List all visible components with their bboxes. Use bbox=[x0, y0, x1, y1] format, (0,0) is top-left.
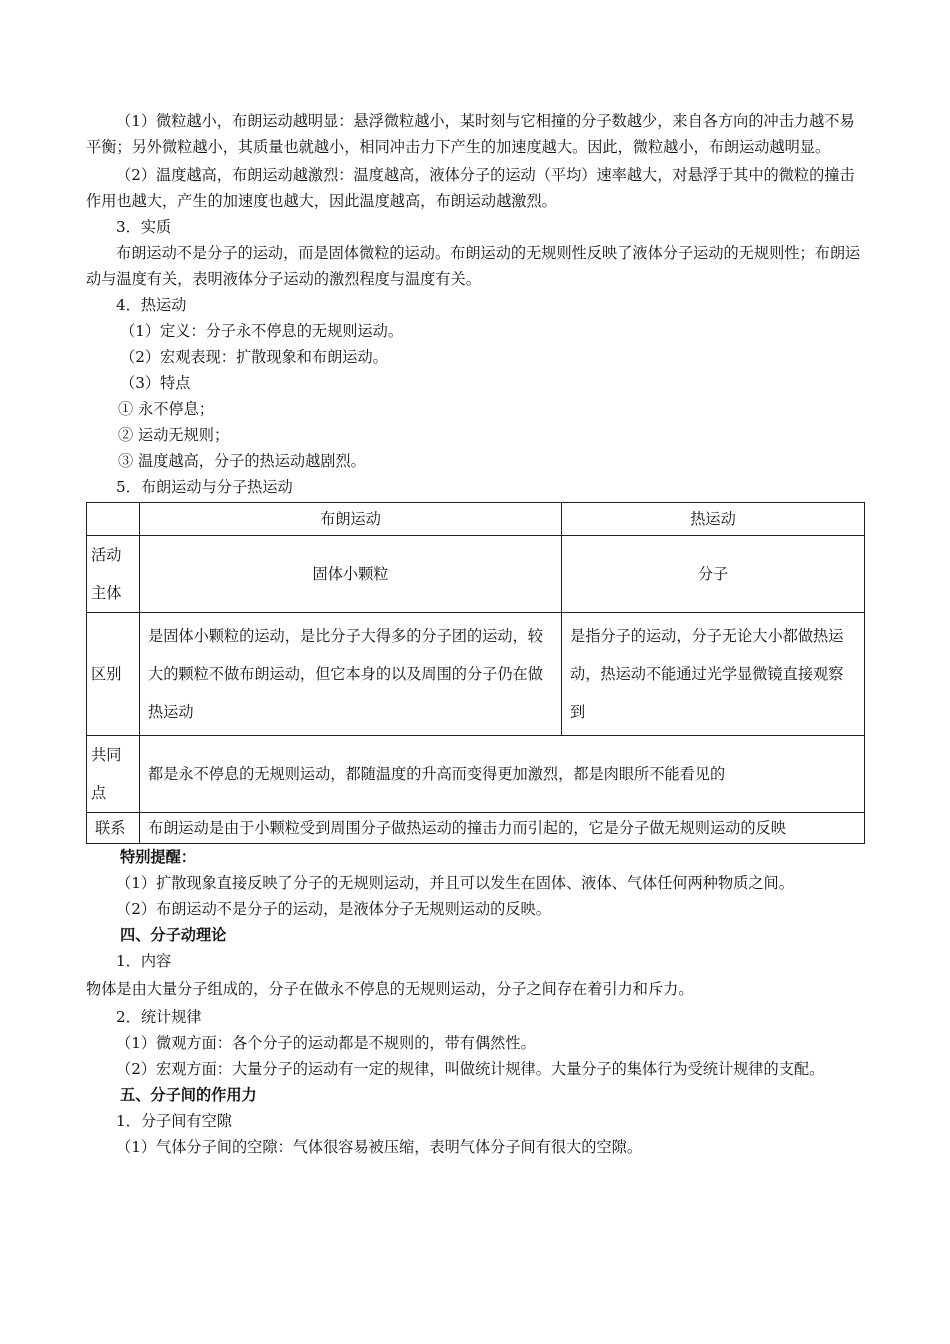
cell-thermal-subject: 分子 bbox=[562, 536, 865, 613]
section-title-intermolecular-force: 五、分子间的作用力 bbox=[120, 1086, 257, 1104]
table-row bbox=[87, 536, 865, 613]
heading-thermal-motion: 4．热运动 bbox=[116, 296, 187, 314]
paragraph-temperature: （2）温度越高，布朗运动越激烈：温度越高，液体分子的运动（平均）速率越大，对悬浮于其中的微粒的撞击作用也越大，产生的加速度也越大，因此温度越高，布朗运动越激烈。 bbox=[86, 166, 855, 210]
cell-brownian-subject: 固体小颗粒 bbox=[140, 536, 562, 613]
paragraph-essence: 布朗运动不是分子的运动，而是固体微粒的运动。布朗运动的无规则性反映了液体分子运动的无规则性；布朗运动与温度有关，表明液体分子运动的激烈程度与温度有关。 bbox=[86, 244, 861, 288]
table-header-brownian: 布朗运动 bbox=[140, 503, 562, 536]
cell-thermal-difference: 是指分子的运动，分子无论大小都做热运动，热运动不能通过光学显微镜直接观察到 bbox=[562, 613, 865, 736]
paragraph-particle-size: （1）微粒越小，布朗运动越明显：悬浮微粒越小，某时刻与它相撞的分子数越少，来自各方向的冲击力越不易平衡；另外微粒越小，其质量也就越小，相同冲击力下产生的加速度越大。因此，微粒越小，布朗运动越明显。 bbox=[86, 112, 855, 156]
cell-brownian-difference: 是固体小颗粒的运动，是比分子大得多的分子团的运动，较大的颗粒不做布朗运动，但它本身的以及周围的分子仍在做热运动 bbox=[140, 613, 562, 736]
paragraph-macro-performance: （2）宏观表现：扩散现象和布朗运动。 bbox=[120, 348, 388, 366]
cell-relation: 布朗运动是由于小颗粒受到周围分子做热运动的撞击力而引起的，它是分子做无规则运动的反映 bbox=[140, 813, 865, 844]
heading-content: 1．内容 bbox=[116, 952, 172, 970]
paragraph-macro: （2）宏观方面：大量分子的运动有一定的规律，叫做统计规律。大量分子的集体行为受统计规律的支配。 bbox=[116, 1060, 825, 1078]
paragraph-gas-gap: （1）气体分子间的空隙：气体很容易被压缩，表明气体分子间有很大的空隙。 bbox=[116, 1138, 643, 1156]
notice-item-2: （2）布朗运动不是分子的运动，是液体分子无规则运动的反映。 bbox=[116, 900, 551, 918]
row-label-common: 共同点 bbox=[87, 736, 140, 813]
heading-statistical-law: 2．统计规律 bbox=[116, 1008, 202, 1026]
paragraph-definition: （1）定义：分子永不停息的无规则运动。 bbox=[120, 322, 404, 340]
paragraph-features: （3）特点 bbox=[120, 374, 191, 392]
feature-item-3: ③ 温度越高，分子的热运动越剧烈。 bbox=[118, 452, 366, 470]
table-header-empty bbox=[87, 503, 140, 536]
section-title-kinetic-theory: 四、分子动理论 bbox=[120, 926, 227, 944]
table-header-thermal: 热运动 bbox=[562, 503, 865, 536]
row-label-relation: 联系 bbox=[87, 813, 140, 844]
feature-item-2: ② 运动无规则； bbox=[118, 426, 230, 444]
heading-gap: 1．分子间有空隙 bbox=[116, 1112, 232, 1130]
table-row bbox=[87, 813, 865, 844]
table-row bbox=[87, 613, 865, 736]
paragraph-micro: （1）微观方面：各个分子的运动都是不规则的，带有偶然性。 bbox=[116, 1034, 536, 1052]
cell-common: 都是永不停息的无规则运动，都随温度的升高而变得更加激烈，都是肉眼所不能看见的 bbox=[140, 736, 865, 813]
paragraph-content: 物体是由大量分子组成的，分子在做永不停息的无规则运动，分子之间存在着引力和斥力。 bbox=[86, 980, 694, 998]
comparison-table bbox=[86, 502, 865, 844]
heading-essence: 3．实质 bbox=[116, 218, 172, 236]
table-header-row bbox=[87, 503, 865, 536]
table-row bbox=[87, 736, 865, 813]
document-body bbox=[86, 108, 864, 1160]
heading-comparison: 5．布朗运动与分子热运动 bbox=[116, 478, 293, 496]
notice-item-1: （1）扩散现象直接反映了分子的无规则运动，并且可以发生在固体、液体、气体任何两种物质之间。 bbox=[116, 874, 794, 892]
row-label-subject: 活动主体 bbox=[87, 536, 140, 613]
row-label-difference: 区别 bbox=[87, 613, 140, 736]
notice-title: 特别提醒： bbox=[120, 848, 196, 866]
feature-item-1: ① 永不停息； bbox=[118, 400, 214, 418]
